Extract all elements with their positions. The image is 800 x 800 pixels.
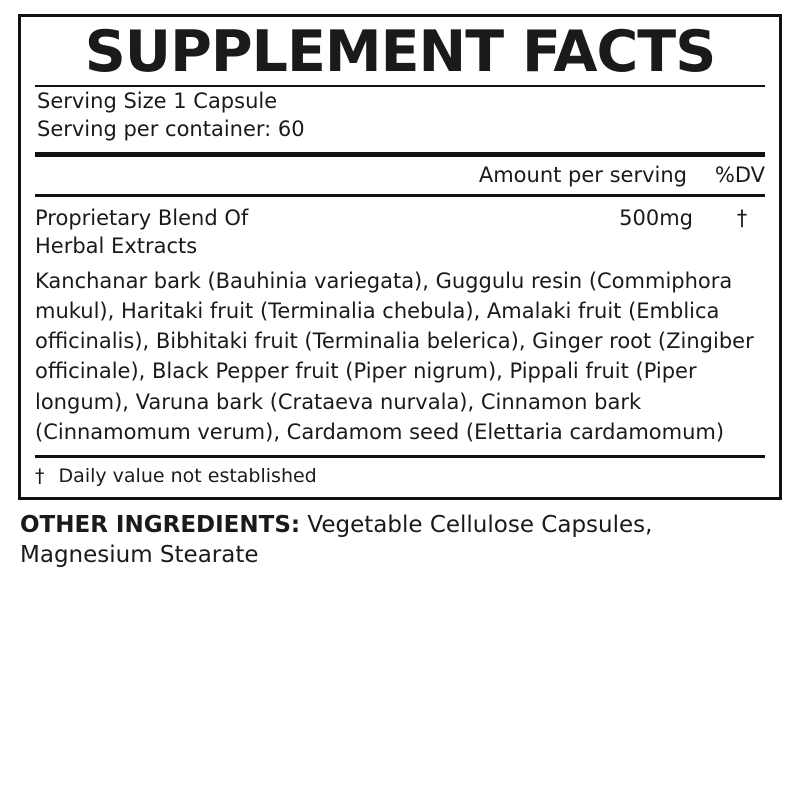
page-title: SUPPLEMENT FACTS <box>84 19 716 85</box>
blend-name-line1: Proprietary Blend Of <box>35 205 249 230</box>
facts-panel <box>18 14 782 500</box>
blend-ingredients-list: Kanchanar bark (Bauhinia variegata), Guggulu resin (Commiphora mukul), Haritaki fruit (Terminalia chebula), Amalaki fruit (Emblica officinalis), Bibhitaki fruit (Terminalia belerica), Ginger root (Zingiber officinale), Black Pepper fruit (Piper nigrum), Pippali fruit (Piper longum), Varuna bark (Crataeva nurvala), Cinnamon bark (Cinnamomum verum), Cardamom seed (Elettaria cardamomum) <box>35 268 754 444</box>
blend-name-line2: Herbal Extracts <box>35 233 198 258</box>
blend-dv-dagger: † <box>736 205 748 230</box>
footnote <box>35 458 765 489</box>
other-ingredients-label: OTHER INGREDIENTS: <box>20 512 301 539</box>
blend-amount: 500mg <box>619 205 693 230</box>
blend-row <box>35 197 765 230</box>
footnote-text: Daily value not established <box>58 465 317 488</box>
column-headers <box>35 157 765 194</box>
column-header-percent-dv: %DV <box>714 162 765 187</box>
other-ingredients <box>18 500 782 571</box>
serving-size-text: Serving Size 1 Capsule <box>37 89 278 114</box>
column-header-amount-per-serving: Amount per serving <box>478 162 687 187</box>
footnote-dagger-icon: † <box>35 465 45 488</box>
other-ingredients-value: Vegetable Cellulose Capsules, Magnesium Stearate <box>20 512 653 569</box>
servings-per-container-text: Serving per container: 60 <box>37 117 305 142</box>
